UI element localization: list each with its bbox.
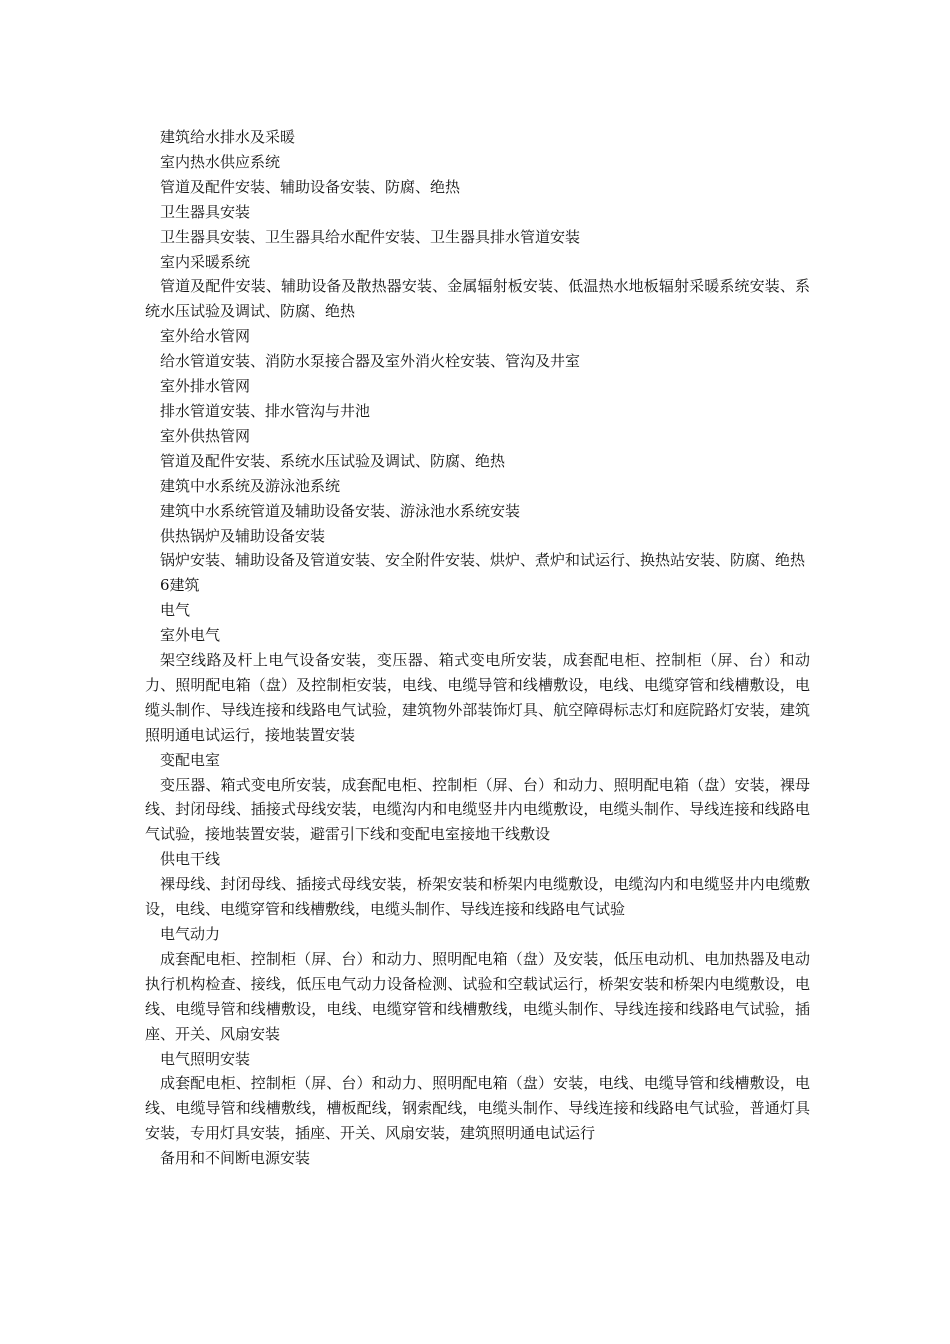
paragraph-text: 锅炉安装、辅助设备及管道安装、安全附件安装、烘炉、煮炉和试运行、换热站安装、防腐、绝热 bbox=[160, 551, 806, 570]
paragraph-heading: 电气动力 bbox=[160, 925, 221, 943]
paragraph-heading: 室内采暖系统 bbox=[160, 252, 251, 271]
paragraph-text: 排水管道安装、排水管沟与井池 bbox=[160, 401, 371, 420]
paragraph-heading: 室外电气 bbox=[160, 626, 221, 645]
paragraph-heading: 变配电室 bbox=[160, 750, 221, 769]
paragraph-text: 架空线路及杆上电气设备安装，变压器、箱式变电所安装，成套配电柜、控制柜（屏、台）和动力、照明配电箱（盘）及控制柜安装，电线、电缆导管和线槽敷设，电线、电缆穿管和线槽敷设，电缆头制作、导线连接和线路电气试验，建筑物外部装饰灯具、航空障碍标志灯和庭院路灯安装，建筑照明通电试运行，接地装置安装 bbox=[145, 651, 810, 744]
paragraph-text: 裸母线、封闭母线、插接式母线安装，桥架安装和桥架内电缆敷设，电缆沟内和电缆竖井内电缆敷设，电线、电缆穿管和线槽敷线，电缆头制作、导线连接和线路电气试验 bbox=[145, 875, 810, 919]
paragraph-text: 给水管道安装、消防水泵接合器及室外消火栓安装、管沟及井室 bbox=[160, 352, 581, 371]
paragraph-heading: 室内热水供应系统 bbox=[160, 152, 281, 171]
paragraph-heading: 室外排水管网 bbox=[160, 377, 251, 396]
paragraph-heading: 供电干线 bbox=[160, 850, 221, 869]
paragraph-heading: 电气照明安装 bbox=[160, 1049, 251, 1068]
paragraph-text: 成套配电柜、控制柜（屏、台）和动力、照明配电箱（盘）安装，电线、电缆导管和线槽敷设，电线、电缆导管和线槽敷线，槽板配线，钢索配线，电缆头制作、导线连接和线路电气试验，普通灯具安装，专用灯具安装，插座、开关、风扇安装，建筑照明通电试运行 bbox=[145, 1074, 810, 1143]
paragraph-heading: 室外供热管网 bbox=[160, 426, 251, 445]
section-number: 6建筑 bbox=[160, 576, 200, 595]
section-title: 电气 bbox=[160, 601, 191, 620]
paragraph-heading: 备用和不间断电源安装 bbox=[160, 1149, 311, 1168]
paragraph-text: 成套配电柜、控制柜（屏、台）和动力、照明配电箱（盘）及安装，低压电动机、电加热器及电动执行机构检查、接线，低压电气动力设备检测、试验和空载试运行，桥架安装和桥架内电缆敷设，电线、电缆导管和线槽敷设，电线、电缆穿管和线槽敷线，电缆头制作、导线连接和线路电气试验，插座、开关、风扇安装 bbox=[145, 949, 810, 1043]
paragraph-heading: 建筑给水排水及采暖 bbox=[160, 128, 296, 146]
paragraph-heading: 卫生器具安装 bbox=[160, 202, 251, 221]
paragraph-text: 管道及配件安装、辅助设备及散热器安装、金属辐射板安装、低温热水地板辐射采暖系统安装、系统水压试验及调试、防腐、绝热 bbox=[145, 277, 810, 321]
paragraph-text: 管道及配件安装、系统水压试验及调试、防腐、绝热 bbox=[160, 451, 506, 470]
paragraph-heading: 供热锅炉及辅助设备安装 bbox=[160, 526, 326, 545]
paragraph-text: 变压器、箱式变电所安装，成套配电柜、控制柜（屏、台）和动力、照明配电箱（盘）安装，裸母线、封闭母线、插接式母线安装，电缆沟内和电缆竖井内电缆敷设，电缆头制作、导线连接和线路电气试验，接地装置安装，避雷引下线和变配电室接地干线敷设 bbox=[145, 775, 810, 844]
paragraph-text: 卫生器具安装、卫生器具给水配件安装、卫生器具排水管道安装 bbox=[160, 227, 581, 246]
paragraph-heading: 建筑中水系统及游泳池系统 bbox=[160, 476, 341, 495]
paragraph-text: 管道及配件安装、辅助设备安装、防腐、绝热 bbox=[160, 177, 461, 196]
document-body bbox=[145, 125, 810, 1171]
paragraph-heading: 室外给水管网 bbox=[160, 327, 251, 346]
paragraph-text: 建筑中水系统管道及辅助设备安装、游泳池水系统安装 bbox=[160, 501, 521, 520]
